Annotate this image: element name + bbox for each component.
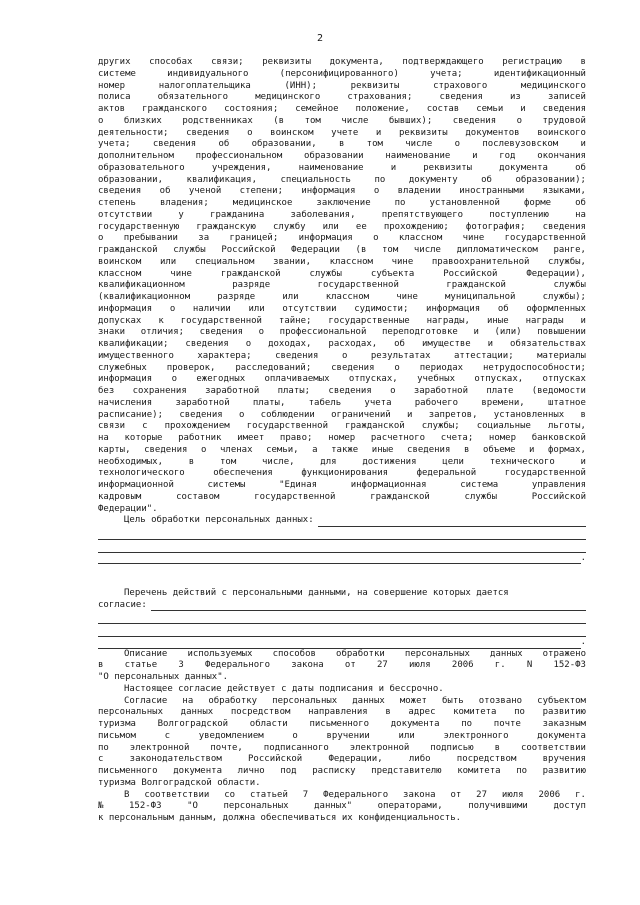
text-line: дополнительном профессиональном образовании наименование и год окончания xyxy=(98,151,586,161)
text-line: имущественного характера; сведения о результатах аттестации; материалы xyxy=(98,350,586,361)
text-line: гражданской службы Российской Федерации (в том числе дипломатическом ранге, xyxy=(98,245,586,255)
text-line: письмом с уведомлением о вручении или электронного документа xyxy=(98,730,586,741)
methods-paragraph xyxy=(98,649,586,673)
text-line: Согласие на обработку персональных данных может быть отозвано субъектом xyxy=(124,695,586,706)
text-line: Описание используемых способов обработки персональных данных отражено xyxy=(124,648,586,659)
purpose-row xyxy=(98,515,586,527)
text-line: образовании, квалификация, специальность по документу об образовании); xyxy=(98,174,586,185)
text-line: с законодательством Российской Федерации, либо посредством вручения xyxy=(98,754,586,765)
text-line: технологического обеспечения функционирования федеральной государственной xyxy=(98,468,586,479)
text-line: письменного документа лично под расписку представителю комитета по развитию xyxy=(98,766,586,776)
text-line: (квалификационном разряде или классном чине муниципальной службы); xyxy=(98,292,586,302)
law-paragraph xyxy=(98,790,586,814)
text-line: по электронной почте, подписанного электронной подписью в соответствии xyxy=(98,742,586,753)
text-line: расписание); сведения о соблюдении ограничений и запретов, установленных в xyxy=(98,409,586,420)
actions-row xyxy=(98,600,586,612)
text-line: воинском или специальном звании, классном чине правоохранительной службы, xyxy=(98,256,586,267)
text-line: туризма Волгоградской области письменного документа по почте заказным xyxy=(98,719,586,729)
revoke-end-line: туризма Волгоградской области. xyxy=(98,777,261,788)
actions-blank[interactable] xyxy=(151,601,586,611)
page-number: 2 xyxy=(316,33,324,44)
actions-line: Перечень действий с персональными данными, на совершение которых дается xyxy=(124,587,509,598)
text-line: кадровым составом государственной гражданской службы Российской xyxy=(98,491,586,502)
purpose-blank-line-3[interactable] xyxy=(98,540,586,553)
purpose-blank-line-4[interactable]: . xyxy=(98,553,586,565)
text-line: № 152-ФЗ "О персональных данных" операторами, получившими доступ xyxy=(98,801,586,812)
text-line: квалификации; сведения о доходах, расходах, об имуществе и обязательствах xyxy=(98,339,586,349)
text-line: на которые работник имеет право; номер расчетного счета; номер банковской xyxy=(98,433,586,443)
text-line: карты, сведения о членах семьи, а также иные сведения в объеме и формах, xyxy=(98,444,586,455)
actions-blank-line-4[interactable]: . xyxy=(98,637,586,649)
text-line: связи с прохождением государственной гражданской службы; социальные льготы, xyxy=(98,421,586,432)
actions-blank-line-3[interactable] xyxy=(98,624,586,637)
consent-body xyxy=(98,57,586,825)
text-line: классном чине гражданской службы субъекта Российской Федерации), xyxy=(98,268,586,279)
text-line: знаки отличия; сведения о профессиональной переподготовке и (или) повышении xyxy=(98,327,586,338)
purpose-blank-line-2[interactable] xyxy=(98,527,586,540)
text-line: деятельности; сведения о воинском учете и реквизиты документов воинского xyxy=(98,127,586,138)
text-line: служебных проверок, расследований; сведения о периодах нетрудоспособности; xyxy=(98,362,586,373)
text-line: необходимых, в том числе, для достижения цели технического и xyxy=(98,456,586,467)
text-line: В соответствии со статьей 7 Федерального закона от 27 июля 2006 г. xyxy=(124,789,586,800)
text-line: о пребывании за границей; информация о классном чине государственной xyxy=(98,233,586,244)
text-line: допусках к государственной тайне; государственные награды, иные награды и xyxy=(98,315,586,326)
text-line: системе индивидуального (персонифицированного) учета; идентификационный xyxy=(98,68,586,79)
actions-blank-line-2[interactable] xyxy=(98,611,586,624)
text-line: в статье 3 Федерального закона от 27 июля 2006 г. N 152-ФЗ xyxy=(98,660,586,671)
actions-label: согласие: xyxy=(98,599,147,610)
validity-line: Настоящее согласие действует с даты подписания и бессрочно. xyxy=(124,683,444,694)
text-line: степень владения; медицинское заключение по установленной форме об xyxy=(98,198,586,208)
list-end-line: Федерации". xyxy=(98,503,158,514)
text-line: государственную гражданскую службу или ее прохождению; фотография; сведения xyxy=(98,221,586,232)
purpose-label: Цель обработки персональных данных: xyxy=(124,515,314,526)
text-line: без сохранения заработной платы; сведения о заработной плате (ведомости xyxy=(98,386,586,396)
text-line: актов гражданского состояния; семейное положение, состав семьи и сведения xyxy=(98,104,586,114)
text-line: квалификационном разряде государственной гражданской службы xyxy=(98,280,586,291)
text-line: полиса обязательного медицинского страхования; сведения из записей xyxy=(98,92,586,103)
text-line: отсутствии у гражданина заболевания, препятствующего поступлению на xyxy=(98,209,586,220)
law-end-line: к персональным данным, должна обеспечиваться их конфиденциальность. xyxy=(98,813,462,823)
text-line: начисления заработной платы, табель учета рабочего времени, штатное xyxy=(98,397,586,408)
text-line: сведения об ученой степени; информация о владении иностранными языками, xyxy=(98,186,586,197)
text-line: других способах связи; реквизиты документа, подтверждающего регистрацию в xyxy=(98,57,586,67)
text-line: персональных данных посредством направления в адрес комитета по развитию xyxy=(98,707,586,718)
methods-end-line: "О персональных данных". xyxy=(98,672,229,682)
text-line: учета; сведения об образовании, в том числе о послевузовском и xyxy=(98,139,586,150)
text-line: информация о наличии или отсутствии судимости; информация об оформленных xyxy=(98,303,586,314)
text-line: информация о ежегодных оплачиваемых отпусках, учебных отпусках, отпусках xyxy=(98,374,586,385)
personal-data-list xyxy=(98,57,586,504)
text-line: о близких родственниках (в том числе бывших); сведения о трудовой xyxy=(98,115,586,126)
text-line: информационной системы "Единая информационная система управления xyxy=(98,480,586,490)
text-line: образовательного учреждения, наименование и реквизиты документа об xyxy=(98,162,586,173)
purpose-blank[interactable] xyxy=(318,517,586,527)
revoke-paragraph xyxy=(98,696,586,778)
text-line: номер налогоплательщика (ИНН); реквизиты страхового медицинского xyxy=(98,80,586,91)
